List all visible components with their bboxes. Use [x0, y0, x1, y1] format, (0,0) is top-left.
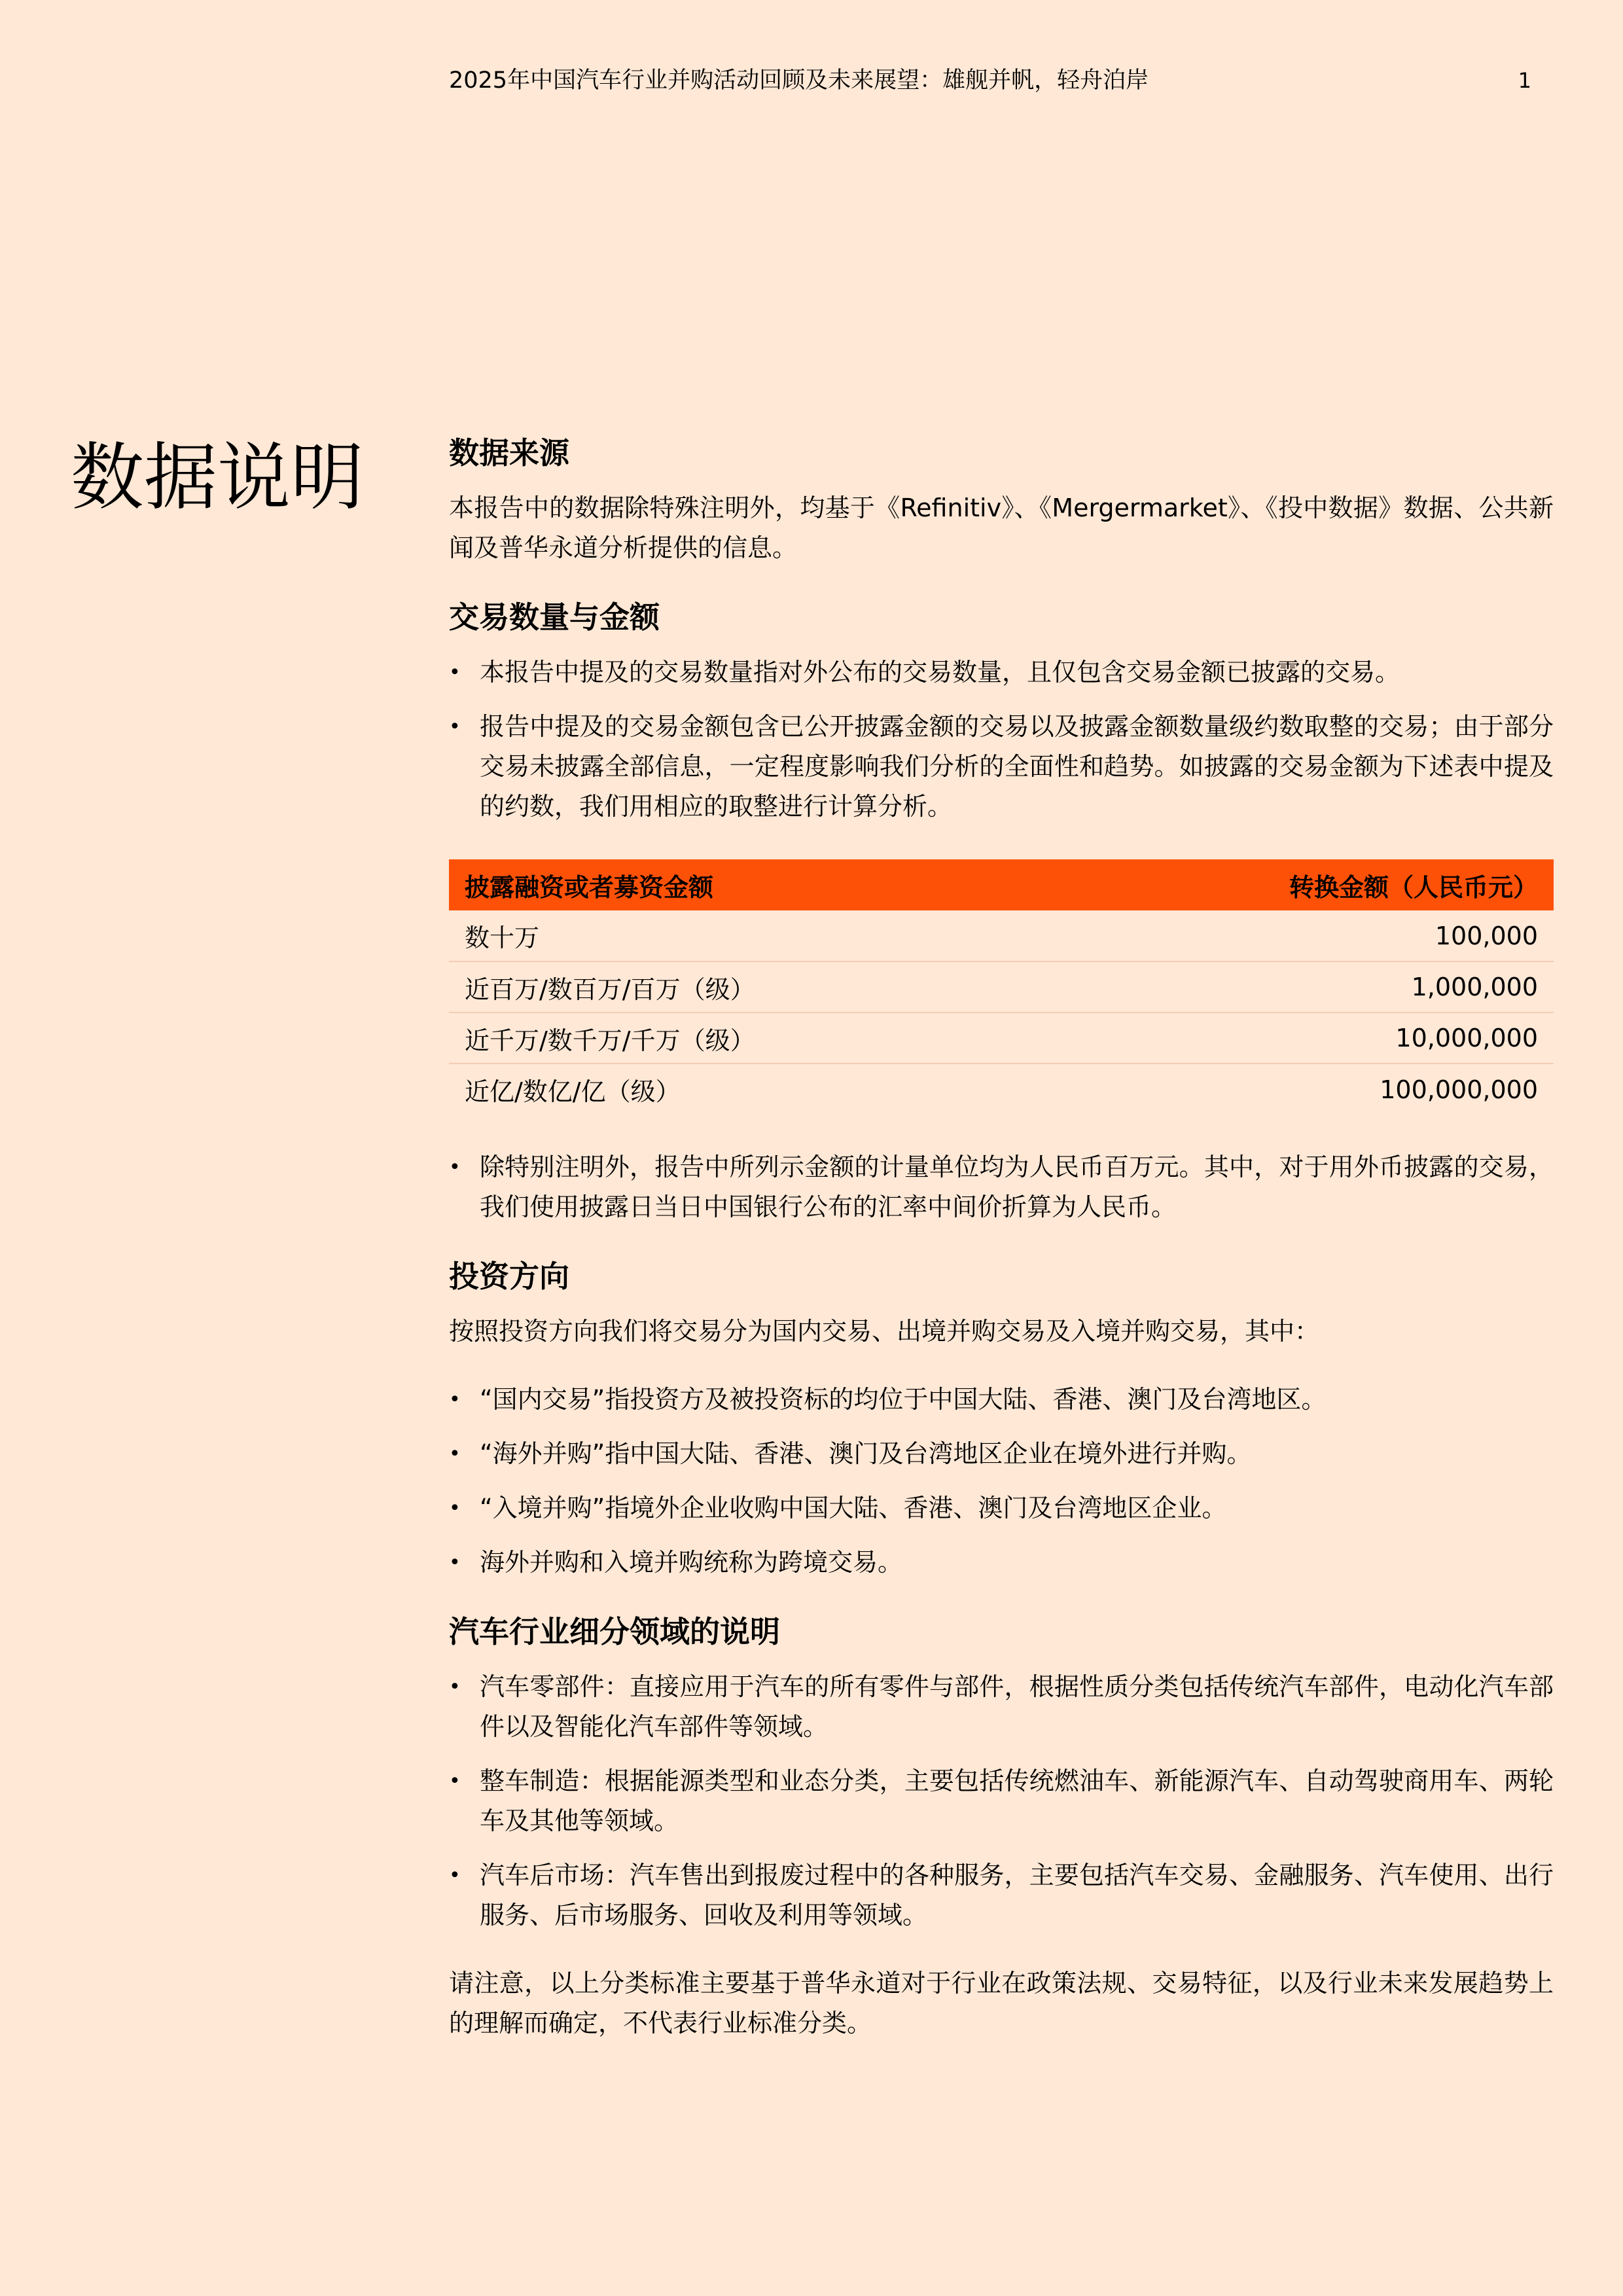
table-cell-label: 近千万/数千万/千万（级） [449, 1013, 1039, 1064]
bullet-icon: • [449, 715, 461, 738]
list-item [449, 1856, 1554, 1935]
bullet-icon: • [449, 661, 461, 684]
bullet-icon: • [449, 1497, 461, 1520]
list-item [449, 1147, 1554, 1227]
list-item [449, 1434, 1554, 1474]
list-item [449, 1667, 1554, 1747]
report-header-title: 2025年中国汽车行业并购活动回顾及未来展望：雄舰并帆，轻舟泊岸 [449, 67, 1149, 94]
bullet-icon: • [449, 1443, 461, 1465]
table-cell-value: 100,000,000 [1380, 1075, 1538, 1104]
table-cell-label: 近百万/数百万/百万（级） [449, 961, 1039, 1013]
amount-conversion-table [449, 859, 1554, 1115]
list-item-text: “国内交易”指投资方及被投资标的均位于中国大陆、香港、澳门及台湾地区。 [480, 1385, 1327, 1414]
segments-list [449, 1667, 1554, 1935]
main-content [449, 432, 1554, 2043]
table-row [449, 910, 1554, 961]
list-item-text: 整车制造：根据能源类型和业态分类，主要包括传统燃油车、新能源汽车、自动驾驶商用车、两轮车及其他等领域。 [480, 1767, 1554, 1835]
table-row [449, 1013, 1554, 1064]
list-item [449, 1488, 1554, 1528]
list-item [449, 1543, 1554, 1583]
list-item-text: 汽车后市场：汽车售出到报废过程中的各种服务，主要包括汽车交易、金融服务、汽车使用、出行服务、后市场服务、回收及利用等领域。 [480, 1861, 1554, 1929]
table-cell-value: 10,000,000 [1039, 1013, 1554, 1064]
investment-direction-list [449, 1380, 1554, 1583]
data-source-heading: 数据来源 [449, 435, 569, 471]
list-item [449, 1761, 1554, 1841]
section-title: 数据说明 [71, 435, 364, 520]
bullet-icon: • [449, 1388, 461, 1411]
list-item-text: 汽车零部件：直接应用于汽车的所有零件与部件，根据性质分类包括传统汽车部件，电动化汽车部件以及智能化汽车部件等领域。 [480, 1672, 1554, 1741]
segments-heading: 汽车行业细分领域的说明 [449, 1614, 780, 1649]
list-item [449, 653, 1554, 692]
table-header-converted-amount: 转换金额（人民币元） [1039, 859, 1554, 910]
table-cell-label: 数十万 [449, 910, 1039, 961]
page-number: 1 [1518, 68, 1531, 93]
bullet-icon: • [449, 1676, 461, 1698]
data-source-text: 本报告中的数据除特殊注明外，均基于《Refinitiv》、《Mergermarket》、《投中数据》数据、公共新闻及普华永道分析提供的信息。 [449, 493, 1554, 562]
list-item [449, 707, 1554, 827]
list-item [449, 1380, 1554, 1420]
table-row [449, 1064, 1554, 1115]
bullet-icon: • [449, 1551, 461, 1574]
investment-direction-heading: 投资方向 [449, 1259, 569, 1294]
deal-volume-list [449, 653, 1554, 827]
list-item-text: 海外并购和入境并购统称为跨境交易。 [480, 1548, 903, 1577]
table-header-disclosed-amount: 披露融资或者募资金额 [449, 859, 1039, 910]
list-item-text: 报告中提及的交易金额包含已公开披露金额的交易以及披露金额数量级约数取整的交易；由于部分交易未披露全部信息，一定程度影响我们分析的全面性和趋势。如披露的交易金额为下述表中提及的约数，我们用相应的取整进行计算分析。 [480, 712, 1554, 821]
list-item-text: 除特别注明外，报告中所列示金额的计量单位均为人民币百万元。其中，对于用外币披露的交易，我们使用披露日当日中国银行公布的汇率中间价折算为人民币。 [480, 1153, 1554, 1221]
list-item-text: “入境并购”指境外企业收购中国大陆、香港、澳门及台湾地区企业。 [480, 1494, 1227, 1522]
bullet-icon: • [449, 1770, 461, 1793]
deal-volume-heading: 交易数量与金额 [449, 600, 660, 635]
table-header-row [449, 859, 1554, 910]
list-item-text: 本报告中提及的交易数量指对外公布的交易数量，且仅包含交易金额已披露的交易。 [480, 658, 1400, 687]
investment-direction-intro: 按照投资方向我们将交易分为国内交易、出境并购交易及入境并购交易，其中： [449, 1317, 1320, 1346]
table-cell-value: 1,000,000 [1039, 961, 1554, 1013]
unit-note-list [449, 1147, 1554, 1227]
list-item-text: “海外并购”指中国大陆、香港、澳门及台湾地区企业在境外进行并购。 [480, 1439, 1252, 1468]
bullet-icon: • [449, 1864, 461, 1887]
table-cell-value: 100,000 [1039, 910, 1554, 961]
table-row [449, 961, 1554, 1013]
segments-note: 请注意，以上分类标准主要基于普华永道对于行业在政策法规、交易特征，以及行业未来发展趋势上的理解而确定，不代表行业标准分类。 [449, 1969, 1554, 2037]
table-cell-label: 近亿/数亿/亿（级） [465, 1077, 681, 1106]
bullet-icon: • [449, 1156, 461, 1179]
